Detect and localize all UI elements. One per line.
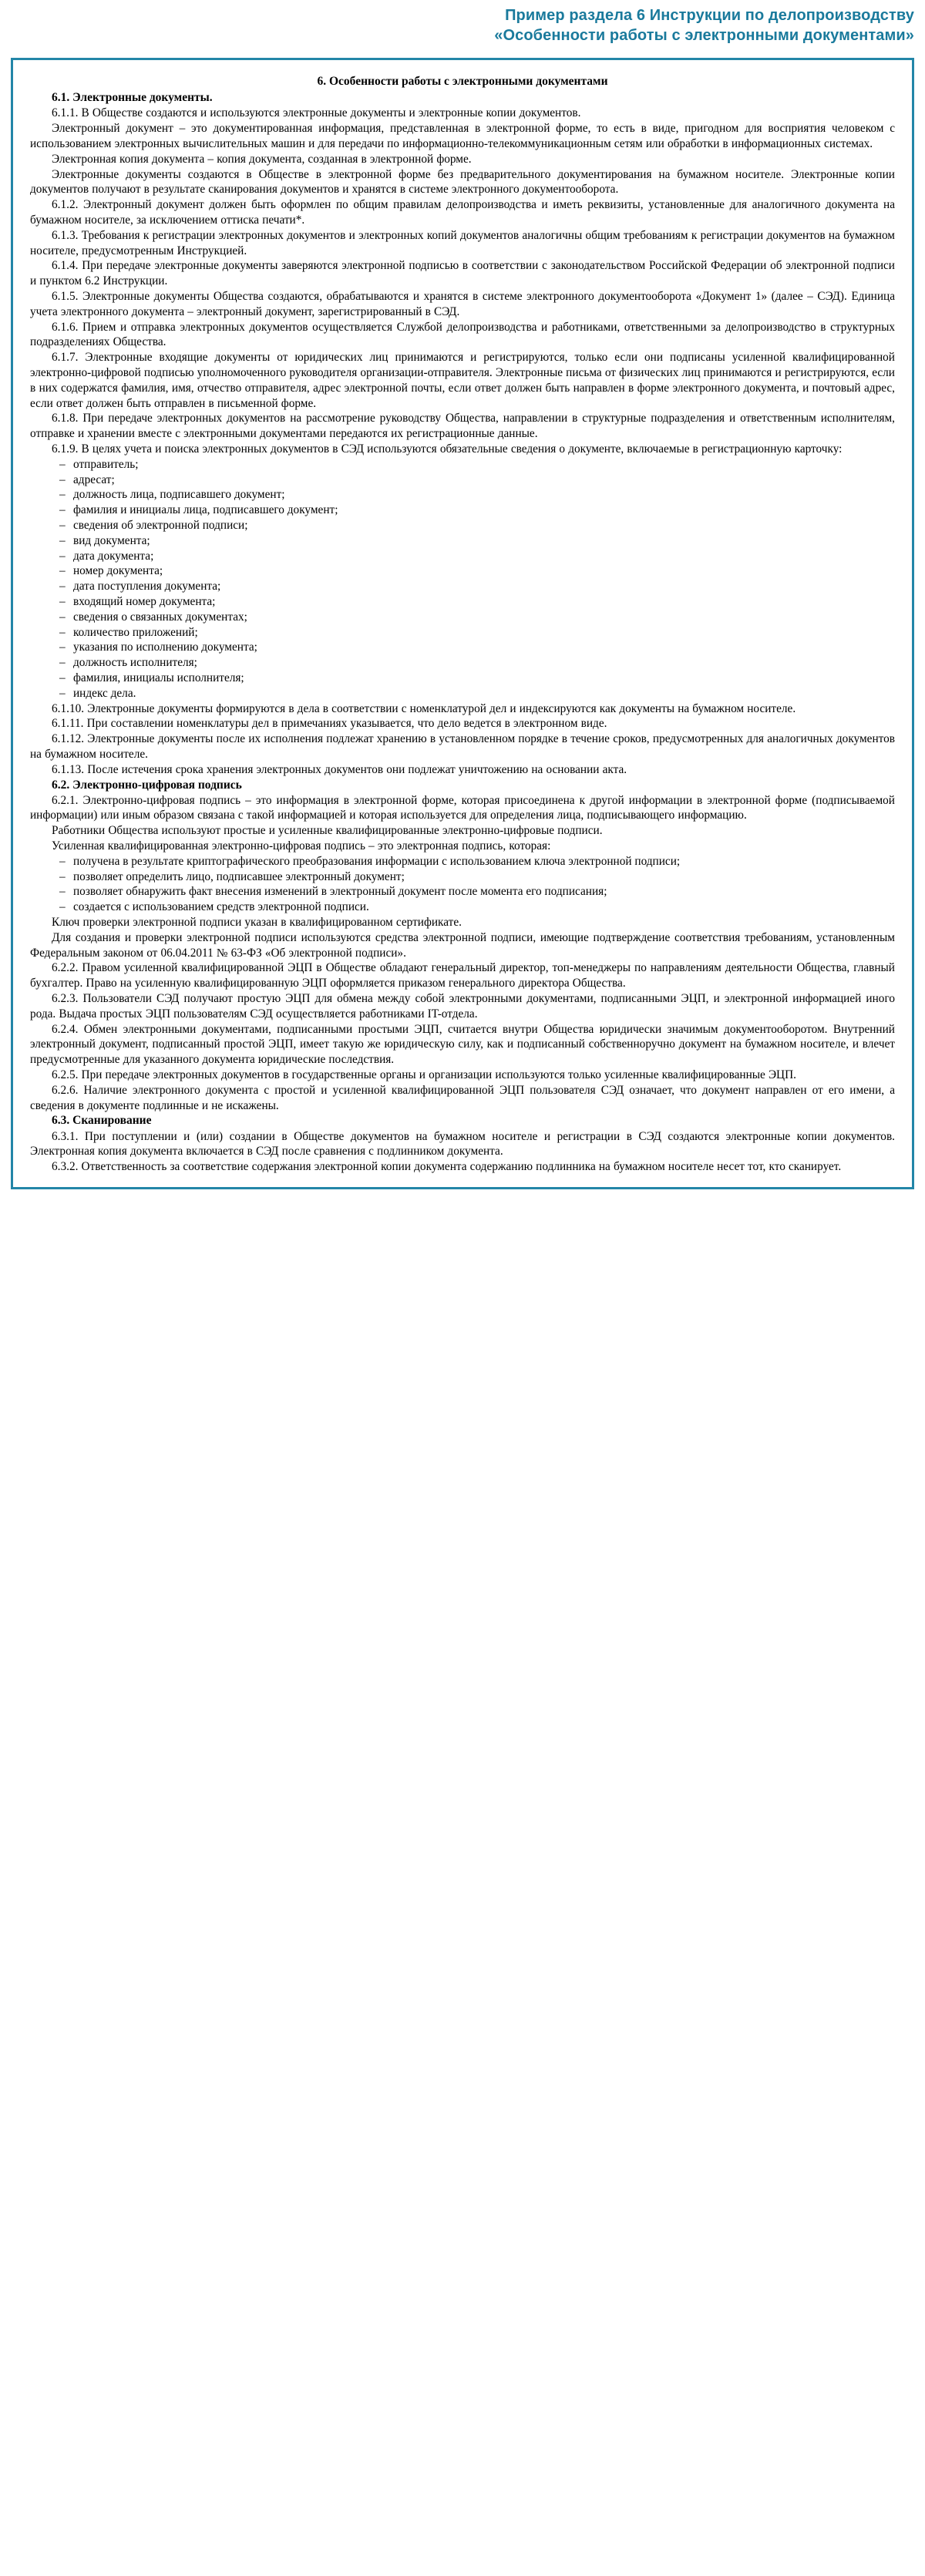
list-item-label: должность исполнителя;	[73, 656, 197, 670]
slide-page	[0, 0, 925, 1189]
paragraph-6-2-3: 6.2.3. Пользователи СЭД получают простую ЭЦП для обмена между собой электронными документами, подписанными ЭЦП, и электронной информацией иного рода. Выдача простых ЭЦП пользователям СЭД осуществляется работниками IT-отдела.	[30, 992, 895, 1021]
paragraph-6-1-12: 6.1.12. Электронные документы после их исполнения подлежат хранению в установленном порядке в течение сроков, предусмотренных для аналогичных документов на бумажном носителе.	[30, 732, 895, 761]
paragraph-signature-means-federal-law: Для создания и проверки электронной подписи используются средства электронной подписи, имеющие подтверждение соответствия требованиям, установленным Федеральным законом от 06.04.2011 № 63-ФЗ «Об электронной подписи».	[30, 930, 895, 960]
list-item	[30, 503, 895, 518]
dash-bullet-icon: –	[59, 610, 66, 624]
list-item-label: фамилия, инициалы исполнителя;	[73, 671, 244, 684]
dash-bullet-icon: –	[59, 686, 66, 700]
paragraph-6-2-4: 6.2.4. Обмен электронными документами, подписанными простыми ЭЦП, считается внутри Общества юридически значимым документооборотом. Внутренний электронный документ, подписанный простой ЭЦП, имеет такую же юридическую силу, как и подписанный собственноручно документ на бумажном носителе, и влечет предусмотренные для указанного документа юридические последствия.	[30, 1022, 895, 1067]
paragraph-6-3-1: 6.3.1. При поступлении и (или) создании в Обществе документов на бумажном носителе и регистрации в СЭД создаются электронные копии документов. Электронная копия документа включается в СЭД после сравнения с подлинником документа.	[30, 1129, 895, 1159]
list-item-label: вид документа;	[73, 533, 150, 547]
list-item-label: индекс дела.	[73, 686, 136, 700]
list-item-label: позволяет обнаружить факт внесения изменений в электронный документ после момента его подписания;	[73, 885, 607, 899]
list-item-label: создается с использованием средств электронной подписи.	[73, 900, 369, 914]
paragraph-verification-key: Ключ проверки электронной подписи указан в квалифицированном сертификате.	[52, 916, 462, 930]
list-item-label: сведения об электронной подписи;	[73, 518, 248, 532]
paragraph-6-1-10: 6.1.10. Электронные документы формируются в дела в соответствии с номенклатурой дел и индексируются как документы на бумажном носителе.	[52, 701, 796, 715]
list-item-label: должность лица, подписавшего документ;	[73, 488, 285, 502]
dash-bullet-icon: –	[59, 564, 66, 578]
header-title-line-2: «Особенности работы с электронными документами»	[494, 26, 914, 44]
paragraph-6-1-6: 6.1.6. Прием и отправка электронных документов осуществляется Службой делопроизводства и работниками, ответственными за делопроизводство в структурных подразделениях Общества.	[30, 320, 895, 349]
paragraph-6-2-5: 6.2.5. При передаче электронных документов в государственные органы и организации используются только усиленные квалифицированные ЭЦП.	[52, 1068, 796, 1082]
list-item	[30, 518, 895, 533]
paragraph-6-1-9: 6.1.9. В целях учета и поиска электронных документов в СЭД используются обязательные сведения о документе, включаемые в регистрационную карточку:	[52, 442, 843, 456]
dash-bullet-icon: –	[59, 625, 66, 639]
paragraph-6-1-13: 6.1.13. После истечения срока хранения электронных документов они подлежат уничтожению на основании акта.	[52, 762, 627, 776]
paragraph-creation-of-electronic-documents: Электронные документы создаются в Обществе в электронной форме без предварительного документирования на бумажном носителе. Электронные копии документов получают в результате сканирования документов и хранятся в системе электронного документооборота.	[30, 167, 895, 197]
dash-bullet-icon: –	[59, 656, 66, 670]
list-item-label: сведения о связанных документах;	[73, 610, 247, 624]
section-heading-6-3: 6.3. Сканирование	[52, 1114, 152, 1128]
dash-bullet-icon: –	[59, 885, 66, 899]
list-item-label: фамилия и инициалы лица, подписавшего документ;	[73, 503, 338, 517]
list-item-label: адресат;	[73, 472, 115, 486]
list-item	[30, 487, 895, 503]
list-item-label: дата документа;	[73, 549, 154, 563]
paragraph-6-1-2: 6.1.2. Электронный документ должен быть оформлен по общим правилам делопроизводства и иметь реквизиты, установленные для аналогичного документа на бумажном носителе, за исключением оттиска печати*.	[30, 198, 895, 227]
list-item	[30, 869, 895, 885]
paragraph-employee-signatures: Работники Общества используют простые и усиленные квалифицированные электронно-цифровые подписи.	[52, 824, 603, 838]
dash-bullet-icon: –	[59, 671, 66, 684]
list-item	[30, 884, 895, 900]
paragraph-6-1-1: 6.1.1. В Обществе создаются и используются электронные документы и электронные копии документов.	[52, 106, 581, 120]
paragraph-6-2-1: 6.2.1. Электронно-цифровая подпись – это информация в электронной форме, которая присоединена к другой информации в электронной форме (подписываемой информации) или иным образом связана с такой информацией и которая используется для определения лица, подписывающего информацию.	[30, 793, 895, 822]
list-item	[30, 563, 895, 579]
paragraph-6-1-11: 6.1.11. При составлении номенклатуры дел в примечаниях указывается, что дело ведется в электронном виде.	[52, 717, 607, 731]
header-title-line-1: Пример раздела 6 Инструкции по делопроизводству	[505, 7, 914, 24]
registration-card-fields-list	[30, 457, 895, 701]
list-item-label: отправитель;	[73, 457, 139, 471]
dash-bullet-icon: –	[59, 488, 66, 502]
list-item	[30, 671, 895, 686]
paragraph-6-1-3: 6.1.3. Требования к регистрации электронных документов и электронных копий документов аналогичны общим требованиям к регистрации документов на бумажном носителе, предусмотренным Инструкцией.	[30, 228, 895, 257]
list-item	[30, 457, 895, 472]
list-item	[30, 579, 895, 594]
list-item	[30, 594, 895, 610]
list-item-label: получена в результате криптографического преобразования информации с использованием ключа электронной подписи;	[73, 854, 681, 868]
paragraph-6-3-2: 6.3.2. Ответственность за соответствие содержания электронной копии документа содержанию подлинника на бумажном носителе несет тот, кто сканирует.	[52, 1160, 842, 1174]
dash-bullet-icon: –	[59, 518, 66, 532]
dash-bullet-icon: –	[59, 594, 66, 608]
list-item	[30, 686, 895, 701]
list-item	[30, 610, 895, 625]
qualified-signature-properties-list	[30, 854, 895, 915]
dash-bullet-icon: –	[59, 457, 66, 471]
paragraph-qualified-signature-definition: Усиленная квалифицированная электронно-цифровая подпись – это электронная подпись, которая:	[52, 839, 551, 853]
dash-bullet-icon: –	[59, 580, 66, 594]
dash-bullet-icon: –	[59, 472, 66, 486]
list-item	[30, 533, 895, 549]
dash-bullet-icon: –	[59, 869, 66, 883]
paragraph-def-electronic-document: Электронный документ – это документированная информация, представленная в электронной форме, то есть в виде, пригодном для восприятия человеком с использованием электронных вычислительных машин и для передачи по информационно-телекоммуникационным сетям или обработки в информационных системах.	[30, 122, 895, 151]
list-item	[30, 549, 895, 564]
list-item-label: входящий номер документа;	[73, 594, 216, 608]
dash-bullet-icon: –	[59, 533, 66, 547]
paragraph-6-2-6: 6.2.6. Наличие электронного документа с простой и усиленной квалифицированной ЭЦП пользователя СЭД означает, что документ направлен от его имени, а сведения в документе подлинные и не искажены.	[30, 1083, 895, 1112]
list-item-label: указания по исполнению документа;	[73, 641, 257, 654]
dash-bullet-icon: –	[59, 549, 66, 563]
list-item-label: номер документа;	[73, 564, 163, 578]
slide-header	[0, 0, 925, 53]
paragraph-6-2-2: 6.2.2. Правом усиленной квалифицированной ЭЦП в Обществе обладают генеральный директор, топ-менеджеры по направлениям деятельности Общества, главный бухгалтер. Право на усиленную квалифицированную ЭЦП оформляется приказом генерального директора Общества.	[30, 961, 895, 990]
list-item	[30, 472, 895, 488]
section-heading-6-2: 6.2. Электронно-цифровая подпись	[52, 778, 242, 792]
dash-bullet-icon: –	[59, 900, 66, 914]
list-item	[30, 640, 895, 655]
dash-bullet-icon: –	[59, 854, 66, 868]
paragraph-def-electronic-copy: Электронная копия документа – копия документа, созданная в электронной форме.	[52, 152, 472, 166]
list-item	[30, 900, 895, 915]
list-item	[30, 655, 895, 671]
document-frame	[11, 58, 914, 1189]
paragraph-6-1-7: 6.1.7. Электронные входящие документы от юридических лиц принимаются и регистрируются, только если они подписаны усиленной квалифицированной электронно-цифровой подписью уполномоченного руководителя организации-отправителя. Электронные письма от физических лиц принимаются и регистрируются, если в них содержатся фамилия, имя, отчество отправителя, адрес электронной почты, если ответ должен быть направлен в форме электронного документа, и почтовый адрес, если ответ должен быть отправлен в письменной форме.	[30, 351, 895, 410]
list-item-label: дата поступления документа;	[73, 580, 221, 594]
list-item-label: количество приложений;	[73, 625, 198, 639]
paragraph-6-1-8: 6.1.8. При передаче электронных документов на рассмотрение руководству Общества, направлении в структурные подразделения и ответственным исполнителям, отправке и хранении вместе с электронными документами передаются их регистрационные данные.	[30, 412, 895, 441]
list-item	[30, 854, 895, 869]
paragraph-6-1-4: 6.1.4. При передаче электронные документы заверяются электронной подписью в соответствии с законодательством Российской Федерации об электронной подписи и пунктом 6.2 Инструкции.	[30, 259, 895, 288]
paragraph-6-1-5: 6.1.5. Электронные документы Общества создаются, обрабатываются и хранятся в системе электронного документооборота «Документ 1» (далее – СЭД). Единица учета электронного документа – электронный документ, зарегистрированный в СЭД.	[30, 290, 895, 318]
list-item-label: позволяет определить лицо, подписавшее электронный документ;	[73, 869, 405, 883]
list-item	[30, 625, 895, 641]
dash-bullet-icon: –	[59, 641, 66, 654]
dash-bullet-icon: –	[59, 503, 66, 517]
section-heading-6-1: 6.1. Электронные документы.	[52, 91, 213, 105]
document-title: 6. Особенности работы с электронными документами	[317, 75, 608, 89]
